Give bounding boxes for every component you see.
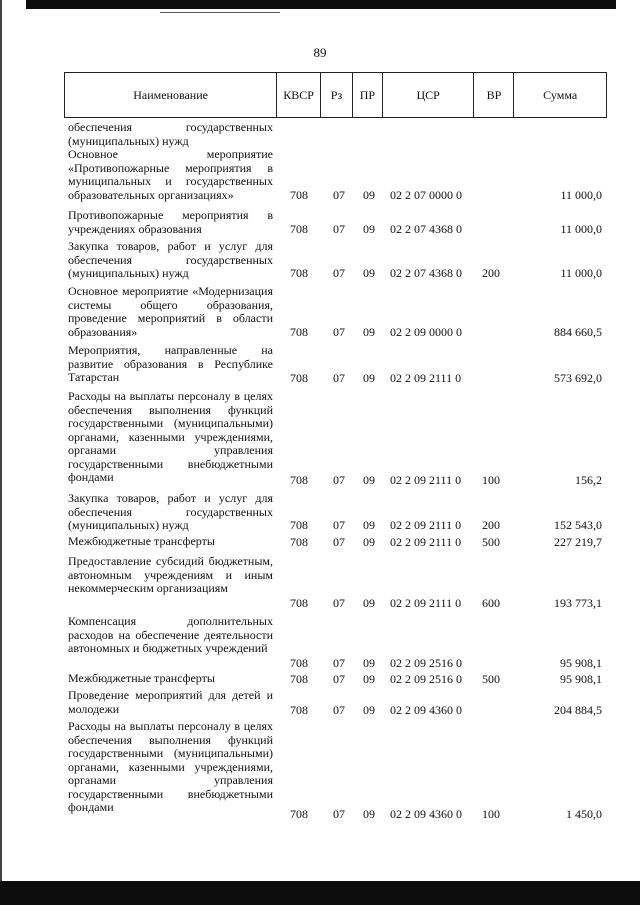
row-name: Компенсация дополнительных расходов на обеспечение деятельности автономных и бюджетных учреждений — [68, 614, 273, 655]
row-name: Расходы на выплаты персоналу в целях обеспечения выполнения функций государственными (муниципальными) органами, казенными учреждениями, органами управления государственными внебюджетными фондами — [68, 389, 273, 484]
scan-edge-bottom — [0, 881, 640, 905]
row-name: Основное мероприятие «Противопожарные мероприятия в муниципальных и государственных образовательных организациях» — [68, 147, 273, 202]
row-vr: 200 — [482, 517, 500, 532]
row-rz: 07 — [333, 517, 345, 532]
row-name: обеспечения государственных (муниципальных) нужд — [68, 120, 273, 148]
row-pr: 09 — [363, 517, 375, 532]
row-pr: 09 — [363, 324, 375, 339]
row-name: Противопожарные мероприятия в учреждениях образования — [68, 208, 273, 236]
row-rz: 07 — [333, 655, 345, 670]
row-csr: 02 2 09 2111 0 — [390, 534, 462, 549]
row-csr: 02 2 07 4368 0 — [390, 265, 462, 280]
row-sum: 95 908,1 — [560, 655, 602, 670]
table-row — [68, 535, 608, 549]
row-rz: 07 — [333, 265, 345, 280]
row-rz: 07 — [333, 534, 345, 549]
row-kvsr: 708 — [290, 324, 308, 339]
row-pr: 09 — [363, 472, 375, 487]
row-kvsr: 708 — [290, 806, 308, 821]
row-vr: 600 — [482, 595, 500, 610]
row-rz: 07 — [333, 702, 345, 717]
row-sum: 156,2 — [575, 472, 602, 487]
row-pr: 09 — [363, 534, 375, 549]
row-rz: 07 — [333, 370, 345, 385]
row-csr: 02 2 09 2111 0 — [390, 517, 462, 532]
row-sum: 227 219,7 — [554, 534, 602, 549]
row-rz: 07 — [333, 806, 345, 821]
row-csr: 02 2 07 0000 0 — [390, 187, 462, 202]
table-row — [68, 121, 608, 148]
row-name: Межбюджетные трансферты — [68, 671, 215, 685]
row-kvsr: 708 — [290, 534, 308, 549]
row-csr: 02 2 09 0000 0 — [390, 324, 462, 339]
column-header-kvsr: КВСР — [277, 73, 321, 117]
table-row — [68, 344, 608, 385]
row-sum: 884 660,5 — [554, 324, 602, 339]
row-pr: 09 — [363, 187, 375, 202]
table-row — [68, 492, 608, 532]
row-sum: 193 773,1 — [554, 595, 602, 610]
row-vr: 100 — [482, 472, 500, 487]
row-kvsr: 708 — [290, 221, 308, 236]
table-row — [68, 720, 608, 821]
scan-edge-left — [0, 0, 2, 905]
row-rz: 07 — [333, 595, 345, 610]
row-csr: 02 2 07 4368 0 — [390, 221, 462, 236]
row-sum: 95 908,1 — [560, 671, 602, 686]
column-header-csr: ЦСР — [383, 73, 475, 117]
row-kvsr: 708 — [290, 595, 308, 610]
row-vr: 500 — [482, 671, 500, 686]
row-name: Закупка товаров, работ и услуг для обеспечения государственных (муниципальных) нужд — [68, 239, 273, 280]
column-header-rz: Рз — [321, 73, 353, 117]
row-vr: 100 — [482, 806, 500, 821]
row-pr: 09 — [363, 370, 375, 385]
row-rz: 07 — [333, 324, 345, 339]
column-header-vr: ВР — [474, 73, 514, 117]
page-number: 89 — [313, 45, 327, 60]
table-row — [68, 209, 608, 236]
row-kvsr: 708 — [290, 671, 308, 686]
column-header-name: Наименование — [65, 73, 277, 117]
table-header — [64, 72, 607, 118]
scan-artifact-line — [160, 12, 280, 13]
table-row — [68, 240, 608, 280]
row-kvsr: 708 — [290, 370, 308, 385]
table-row — [68, 615, 608, 670]
column-header-sum: Сумма — [543, 87, 578, 102]
row-csr: 02 2 09 2111 0 — [390, 370, 462, 385]
row-name: Расходы на выплаты персоналу в целях обеспечения выполнения функций государственными (муниципальными) органами, казенными учреждениями, органами управления государственными внебюджетными фондами — [68, 719, 273, 814]
row-pr: 09 — [363, 221, 375, 236]
row-vr: 500 — [482, 534, 500, 549]
row-rz: 07 — [333, 221, 345, 236]
table-row — [68, 148, 608, 202]
row-csr: 02 2 09 2111 0 — [390, 595, 462, 610]
table-row — [68, 689, 608, 717]
row-sum: 1 450,0 — [566, 806, 602, 821]
row-rz: 07 — [333, 472, 345, 487]
row-kvsr: 708 — [290, 265, 308, 280]
row-csr: 02 2 09 2516 0 — [390, 655, 462, 670]
row-rz: 07 — [333, 671, 345, 686]
row-sum: 11 000,0 — [560, 265, 602, 280]
row-pr: 09 — [363, 671, 375, 686]
row-kvsr: 708 — [290, 472, 308, 487]
row-pr: 09 — [363, 806, 375, 821]
table-row — [68, 390, 608, 487]
row-name: Мероприятия, направленные на развитие образования в Республике Татарстан — [68, 343, 273, 384]
row-pr: 09 — [363, 265, 375, 280]
table-row — [68, 555, 608, 610]
row-kvsr: 708 — [290, 517, 308, 532]
row-pr: 09 — [363, 702, 375, 717]
row-kvsr: 708 — [290, 655, 308, 670]
row-sum: 204 884,5 — [554, 702, 602, 717]
row-pr: 09 — [363, 655, 375, 670]
row-rz: 07 — [333, 187, 345, 202]
row-vr: 200 — [482, 265, 500, 280]
row-sum: 11 000,0 — [560, 187, 602, 202]
row-name: Закупка товаров, работ и услуг для обеспечения государственных (муниципальных) нужд — [68, 491, 273, 532]
scan-edge-top — [26, 0, 616, 9]
row-name: Межбюджетные трансферты — [68, 534, 215, 548]
row-pr: 09 — [363, 595, 375, 610]
row-name: Предоставление субсидий бюджетным, автономным учреждениям и иным некоммерческим организациям — [68, 554, 273, 595]
column-header-pr: ПР — [353, 73, 383, 117]
row-kvsr: 708 — [290, 702, 308, 717]
row-csr: 02 2 09 2516 0 — [390, 671, 462, 686]
row-csr: 02 2 09 4360 0 — [390, 806, 462, 821]
row-sum: 11 000,0 — [560, 221, 602, 236]
table-row — [68, 285, 608, 339]
row-csr: 02 2 09 2111 0 — [390, 472, 462, 487]
row-csr: 02 2 09 4360 0 — [390, 702, 462, 717]
row-sum: 152 543,0 — [554, 517, 602, 532]
table-row — [68, 672, 608, 686]
row-sum: 573 692,0 — [554, 370, 602, 385]
row-name: Проведение мероприятий для детей и молодежи — [68, 688, 273, 716]
row-name: Основное мероприятие «Модернизация системы общего образования, проведение мероприятий в области образования» — [68, 284, 273, 339]
row-kvsr: 708 — [290, 187, 308, 202]
